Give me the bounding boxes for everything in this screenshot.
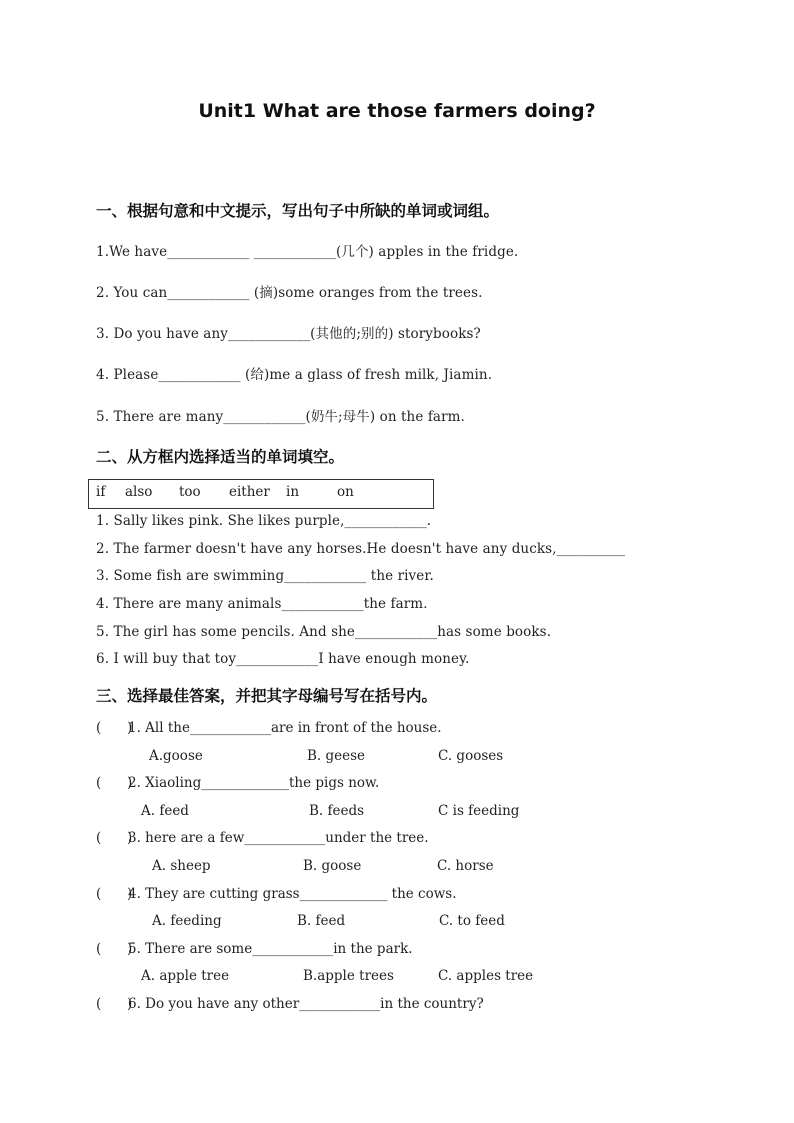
option-c: C. gooses [438,748,504,764]
section1-item-3: 3. Do you have any____________(其他的;别的) storybooks? [96,326,481,342]
word-box-word: also [125,484,153,500]
answer-paren: ( ) [96,720,133,736]
word-box [88,479,434,509]
section1-item-4: 4. Please____________ (给)me a glass of fresh milk, Jiamin. [96,367,493,383]
option-b: B. geese [307,748,366,764]
option-c: C is feeding [438,803,520,819]
word-box-word: in [286,484,300,500]
section2-item-6: 6. I will buy that toy____________I have enough money. [96,651,470,667]
question-2: 2. Xiaoling_____________the pigs now. [128,775,380,791]
option-b: B.apple trees [303,968,394,984]
section1-item-2: 2. You can____________ (摘)some oranges from the trees. [96,285,483,301]
word-box-word: on [337,484,354,500]
option-c: C. to feed [439,913,505,929]
section2-item-5: 5. The girl has some pencils. And she____________has some books. [96,624,552,640]
question-1: 1. All the____________are in front of the house. [128,720,442,736]
section2-item-1: 1. Sally likes pink. She likes purple,____________. [96,513,432,529]
question-3: 3. here are a few____________under the tree. [128,830,429,846]
option-c: C. horse [437,858,494,874]
section2-item-2: 2. The farmer doesn't have any horses.He doesn't have any ducks,__________ [96,541,626,557]
section2-item-4: 4. There are many animals____________the farm. [96,596,428,612]
section1-item-1: 1.We have____________ ____________(几个) apples in the fridge. [96,244,519,260]
word-box-word: either [229,484,270,500]
section1-heading: 一、根据句意和中文提示，写出句子中所缺的单词或词组。 [96,202,500,220]
option-a: A. feed [141,803,189,819]
option-a: A. apple tree [141,968,230,984]
option-b: B. goose [303,858,362,874]
section1-item-5: 5. There are many____________(奶牛;母牛) on the farm. [96,409,465,425]
option-a: A. sheep [152,858,211,874]
option-a: A.goose [149,748,203,764]
section2-heading: 二、从方框内选择适当的单词填空。 [96,448,345,466]
answer-paren: ( ) [96,996,133,1012]
answer-paren: ( ) [96,830,133,846]
section3-heading: 三、选择最佳答案，并把其字母编号写在括号内。 [96,687,438,705]
question-6: 6. Do you have any other____________in the country? [128,996,484,1012]
option-b: B. feeds [309,803,365,819]
option-a: A. feeding [152,913,222,929]
option-c: C. apples tree [438,968,534,984]
page-title: Unit1 What are those farmers doing? [198,100,596,122]
answer-paren: ( ) [96,941,133,957]
answer-paren: ( ) [96,886,133,902]
section2-item-3: 3. Some fish are swimming____________ the river. [96,568,434,584]
option-b: B. feed [297,913,346,929]
word-box-word: too [179,484,201,500]
question-5: 5. There are some____________in the park. [128,941,413,957]
word-box-word: if [96,484,106,500]
question-4: 4. They are cutting grass_____________ the cows. [128,886,457,902]
answer-paren: ( ) [96,775,133,791]
